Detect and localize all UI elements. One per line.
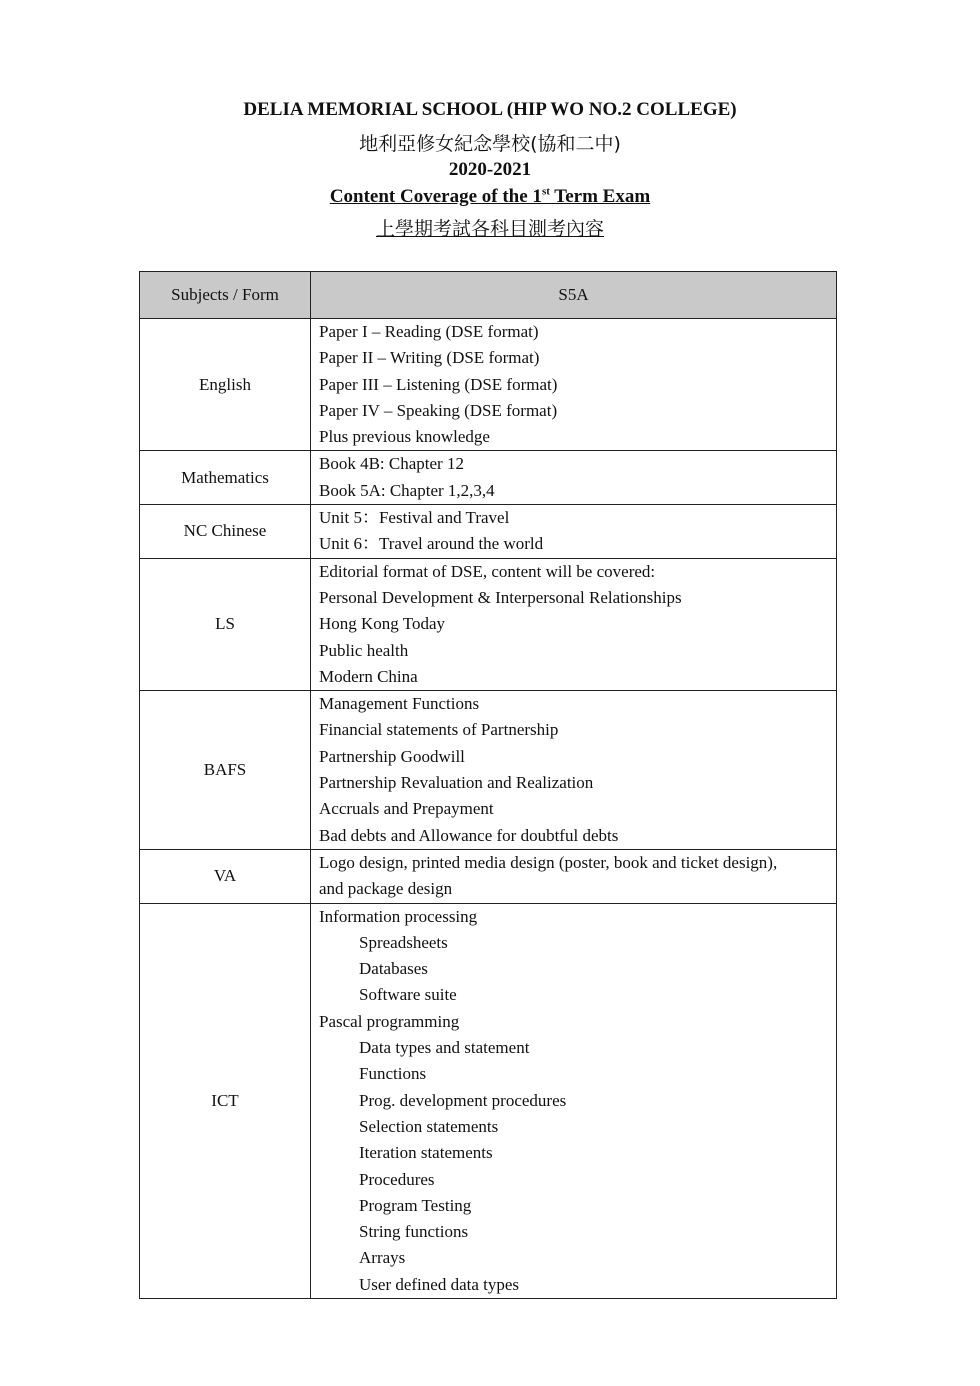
table-row bbox=[140, 319, 837, 451]
subject-cell: Mathematics bbox=[140, 451, 311, 505]
school-name-zh: 地利亞修女紀念學校(協和二中) bbox=[359, 133, 621, 155]
table-header-row bbox=[140, 272, 837, 319]
content-cell bbox=[311, 903, 837, 1298]
title-zh-text: 上學期考試各科目測考內容 bbox=[375, 218, 604, 240]
content-item: Arrays bbox=[359, 1248, 406, 1268]
content-item: Modern China bbox=[319, 666, 418, 686]
content-item: Unit 6：Travel around the world bbox=[319, 534, 544, 554]
subject-cell: English bbox=[140, 319, 311, 451]
title-part: Content Coverage of the 1 bbox=[329, 186, 542, 208]
content-item: Partnership Revaluation and Realization bbox=[319, 773, 594, 793]
content-cell bbox=[311, 691, 837, 850]
content-item: Accruals and Prepayment bbox=[319, 799, 494, 819]
content-item: Prog. development procedures bbox=[359, 1090, 567, 1110]
content-item: Paper II – Writing (DSE format) bbox=[319, 348, 540, 368]
content-item: Paper III – Listening (DSE format) bbox=[319, 374, 558, 394]
subject-cell: ICT bbox=[140, 903, 311, 1298]
academic-year: 2020-2021 bbox=[448, 159, 532, 180]
subject-cell: BAFS bbox=[140, 691, 311, 850]
content-item: String functions bbox=[359, 1222, 469, 1242]
column-header-subjects: Subjects / Form bbox=[140, 272, 311, 319]
document-title-zh bbox=[0, 214, 980, 241]
table-row bbox=[140, 691, 837, 850]
content-item: Plus previous knowledge bbox=[319, 427, 490, 447]
content-item: Logo design, printed media design (poster, book and ticket design), bbox=[319, 852, 778, 872]
content-cell bbox=[311, 849, 837, 903]
content-item: Selection statements bbox=[359, 1116, 499, 1136]
table-row bbox=[140, 505, 837, 559]
content-item: Paper IV – Speaking (DSE format) bbox=[319, 400, 558, 420]
content-cell bbox=[311, 319, 837, 451]
content-coverage-table bbox=[139, 271, 837, 1299]
subject-cell: NC Chinese bbox=[140, 505, 311, 559]
content-cell bbox=[311, 505, 837, 559]
table-body bbox=[140, 319, 837, 1299]
table-row bbox=[140, 451, 837, 505]
content-item: Procedures bbox=[359, 1169, 435, 1189]
school-name-en: DELIA MEMORIAL SCHOOL (HIP WO NO.2 COLLEGE) bbox=[243, 99, 737, 120]
content-item: Unit 5：Festival and Travel bbox=[319, 508, 510, 528]
content-item: Paper I – Reading (DSE format) bbox=[319, 322, 539, 341]
content-item: Program Testing bbox=[359, 1195, 472, 1215]
content-item: Functions bbox=[359, 1064, 427, 1084]
subject-cell: VA bbox=[140, 849, 311, 903]
content-item: Spreadsheets bbox=[359, 932, 448, 952]
content-item: Management Functions bbox=[319, 694, 480, 714]
content-item: Information processing bbox=[319, 906, 478, 926]
column-header-form: S5A bbox=[311, 272, 837, 319]
subject-cell: LS bbox=[140, 558, 311, 690]
title-part: Term Exam bbox=[549, 186, 651, 208]
content-item: Data types and statement bbox=[359, 1038, 530, 1058]
table-row bbox=[140, 849, 837, 903]
content-cell bbox=[311, 558, 837, 690]
title-superscript: st bbox=[541, 186, 550, 198]
content-item: Databases bbox=[359, 959, 428, 979]
content-item: Iteration statements bbox=[359, 1143, 493, 1163]
content-item: and package design bbox=[319, 879, 453, 899]
content-item: Bad debts and Allowance for doubtful debts bbox=[319, 825, 619, 845]
content-item: Book 5A: Chapter 1,2,3,4 bbox=[319, 480, 495, 500]
content-item: Editorial format of DSE, content will be covered: bbox=[319, 561, 656, 581]
table-row bbox=[140, 558, 837, 690]
document-title bbox=[0, 186, 980, 208]
table-row bbox=[140, 903, 837, 1298]
content-item: User defined data types bbox=[359, 1274, 520, 1294]
content-item: Software suite bbox=[359, 985, 457, 1005]
content-item: Partnership Goodwill bbox=[319, 746, 465, 766]
content-item: Personal Development & Interpersonal Relationships bbox=[319, 587, 682, 607]
content-item: Pascal programming bbox=[319, 1011, 460, 1031]
content-item: Hong Kong Today bbox=[319, 614, 445, 634]
content-item: Book 4B: Chapter 12 bbox=[319, 454, 464, 474]
content-item: Financial statements of Partnership bbox=[319, 720, 559, 740]
content-cell bbox=[311, 451, 837, 505]
content-item: Public health bbox=[319, 640, 409, 660]
